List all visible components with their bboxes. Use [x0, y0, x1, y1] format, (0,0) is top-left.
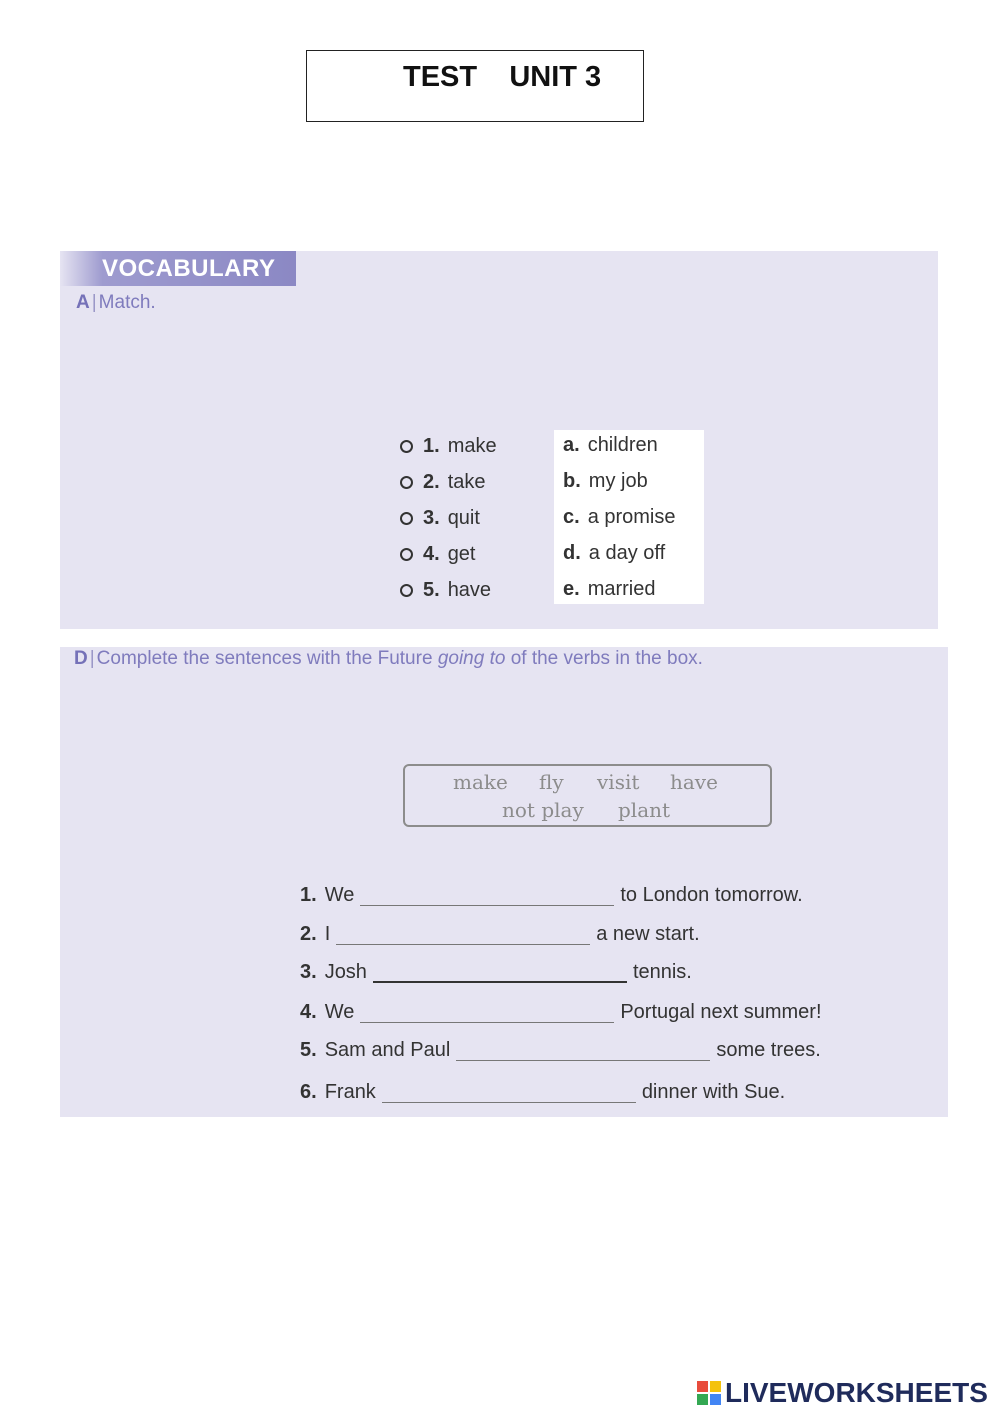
sentence-end: Portugal next summer!: [620, 1000, 822, 1023]
box-word: plant: [618, 798, 671, 822]
radio-circle-icon[interactable]: [400, 476, 413, 489]
item-text: a day off: [588, 541, 666, 564]
logo-text: LIVEWORKSHEETS: [725, 1377, 988, 1408]
sentence-number: 2.: [300, 922, 317, 945]
section-d-letter: D: [74, 648, 88, 669]
item-text: a promise: [587, 505, 676, 528]
instruction-emphasis: going to: [437, 648, 506, 669]
item-word: take: [447, 470, 486, 493]
item-word: quit: [447, 506, 480, 529]
list-item: [400, 575, 550, 605]
sentence-end: dinner with Sue.: [641, 1080, 786, 1103]
item-letter: b.: [563, 469, 581, 492]
verb-word-box: [403, 764, 772, 827]
sentence-start: We: [324, 883, 355, 906]
box-word: have: [670, 770, 718, 794]
answer-blank[interactable]: [456, 1040, 710, 1061]
list-item: [400, 431, 550, 461]
item-letter: a.: [563, 433, 580, 456]
item-letter: c.: [563, 505, 580, 528]
section-a-instruction: A | Match.: [76, 292, 156, 313]
sentence-number: 5.: [300, 1038, 317, 1061]
item-number: 2.: [423, 470, 440, 493]
sentence-row: [300, 997, 822, 1027]
sentence-row: [300, 880, 803, 910]
match-right-box: [554, 430, 704, 604]
item-text: children: [587, 433, 658, 456]
section-d-panel: [60, 647, 948, 1117]
sentence-end: some trees.: [716, 1038, 821, 1061]
list-item: [563, 430, 658, 460]
item-text: married: [587, 577, 656, 600]
sentence-row: [300, 1077, 785, 1107]
sentence-start: I: [324, 922, 331, 945]
sentence-number: 4.: [300, 1000, 317, 1023]
item-word: make: [447, 434, 497, 457]
answer-blank[interactable]: [382, 1082, 636, 1103]
box-word: visit: [597, 770, 640, 794]
instruction-text: of the verbs in the box.: [505, 648, 703, 669]
answer-blank[interactable]: [336, 924, 590, 945]
instruction-text: Complete the sentences with the Future: [96, 648, 438, 669]
list-item: [400, 539, 550, 569]
answer-blank[interactable]: [373, 961, 627, 983]
liveworksheets-logo: [697, 1378, 988, 1408]
sentence-row: [300, 957, 692, 987]
list-item: [400, 467, 550, 497]
title-box: [306, 50, 644, 122]
list-item: [563, 574, 655, 604]
item-text: my job: [588, 469, 648, 492]
item-word: get: [447, 542, 476, 565]
item-number: 5.: [423, 578, 440, 601]
sentence-end: a new start.: [596, 922, 700, 945]
section-a-instruction-text: Match.: [98, 292, 156, 313]
vocabulary-tag: [60, 251, 296, 286]
box-word: not play: [502, 798, 584, 822]
vocabulary-tag-label: VOCABULARY: [102, 255, 276, 282]
answer-blank[interactable]: [360, 1002, 614, 1023]
answer-blank[interactable]: [360, 885, 614, 906]
item-number: 1.: [423, 434, 440, 457]
item-letter: e.: [563, 577, 580, 600]
radio-circle-icon[interactable]: [400, 584, 413, 597]
item-number: 4.: [423, 542, 440, 565]
section-d-instruction: D | Complete the sentences with the Future going to of the verbs in the box.: [74, 648, 703, 669]
sentence-start: Frank: [324, 1080, 376, 1103]
radio-circle-icon[interactable]: [400, 548, 413, 561]
logo-squares-icon: [697, 1381, 721, 1405]
list-item: [563, 502, 676, 532]
sentence-row: [300, 1035, 821, 1065]
sentence-number: 1.: [300, 883, 317, 906]
sentence-row: [300, 919, 700, 949]
sentence-end: tennis.: [632, 960, 692, 983]
list-item: [400, 503, 550, 533]
radio-circle-icon[interactable]: [400, 440, 413, 453]
item-number: 3.: [423, 506, 440, 529]
section-a-letter: A: [76, 292, 90, 313]
radio-circle-icon[interactable]: [400, 512, 413, 525]
sentence-start: Josh: [324, 960, 367, 983]
sentence-end: to London tomorrow.: [620, 883, 803, 906]
item-word: have: [447, 578, 492, 601]
item-letter: d.: [563, 541, 581, 564]
sentence-start: Sam and Paul: [324, 1038, 451, 1061]
sentence-number: 6.: [300, 1080, 317, 1103]
list-item: [563, 466, 648, 496]
vocabulary-panel: [60, 251, 938, 629]
box-word: fly: [539, 770, 564, 794]
page-title: TEST UNIT 3: [403, 61, 602, 93]
box-word: make: [453, 770, 508, 794]
list-item: [563, 538, 665, 568]
sentence-start: We: [324, 1000, 355, 1023]
sentence-number: 3.: [300, 960, 317, 983]
